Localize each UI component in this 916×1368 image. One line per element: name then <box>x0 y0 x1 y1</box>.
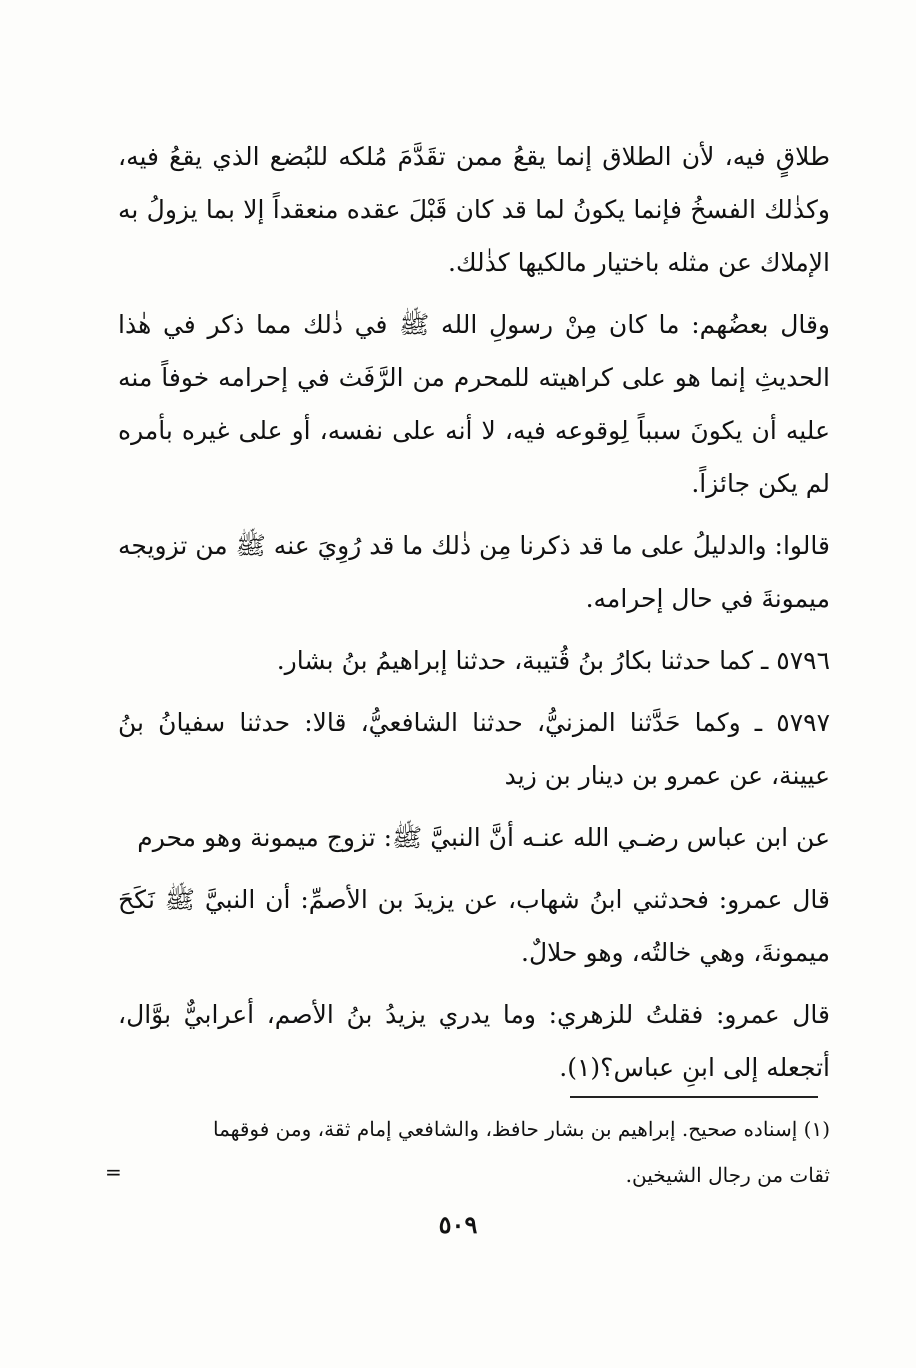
main-text <box>118 130 830 1103</box>
paragraph-2: وقال بعضُهم: ما كان مِنْ رسولِ الله ﷺ في ذٰلك مما ذكر في هٰذا الحديثِ إنما هو على كراهيته للمحرم من الرَّفَث في إحرامه خوفاً منه عليه أن يكونَ سبباً لِوقوعه فيه، لا أنه على نفسه، أو على غيره بأمره لم يكن جائزاً. <box>118 310 830 498</box>
hadith-5797: ٥٧٩٧ ـ وكما حَدَّثنا المزنيُّ، حدثنا الشافعيُّ، قالا: حدثنا سفيانُ بنُ عيينة، عن عمرو بن دينار بن زيد <box>118 708 830 790</box>
footnote-line-1: (١) إسناده صحيح. إبراهيم بن بشار حافظ، والشافعي إمام ثقة، ومن فوقهما <box>213 1117 830 1141</box>
paragraph-7: قال عمرو: فحدثني ابنُ شهاب، عن يزيدَ بن الأصمِّ: أن النبيَّ ﷺ نَكَحَ ميمونةَ، وهي خالتُه، وهو حلالٌ. <box>118 885 830 967</box>
paragraph-8: قال عمرو: فقلتُ للزهري: وما يدري يزيدُ بنُ الأصم، أعرابيٌّ بوَّال، أتجعله إلى ابنِ عباس؟(١). <box>118 1000 830 1082</box>
paragraph-6: عن ابن عباس رضـي الله عنـه أنَّ النبيَّ ﷺ: تزوج ميمونة وهو محرم <box>137 823 830 852</box>
paragraph-3: قالوا: والدليلُ على ما قد ذكرنا مِن ذٰلك ما قد رُوِيَ عنه ﷺ من تزويجه ميمونةَ في حال إحرامه. <box>118 531 830 613</box>
continuation-mark: = <box>105 1160 122 1184</box>
footnote-line-2: ثقات من رجال الشيخين. <box>625 1163 830 1187</box>
footnote-divider <box>570 1096 818 1098</box>
paragraph-1: طلاقٍ فيه، لأن الطلاق إنما يقعُ ممن تقَدَّمَ مُلكه للبُضع الذي يقعُ فيه، وكذٰلك الفسخُ فإنما يكونُ لما قد كان قَبْلَ عقده منعقداً إلا بما يزولُ به الإملاك عن مثله باختيار مالكيها كذٰلك. <box>118 142 830 277</box>
footnotes <box>118 1106 830 1198</box>
hadith-5796: ٥٧٩٦ ـ كما حدثنا بكارُ بنُ قُتيبة، حدثنا إبراهيمُ بنُ بشار. <box>276 646 830 675</box>
page-number: ٥٠٩ <box>438 1210 478 1239</box>
